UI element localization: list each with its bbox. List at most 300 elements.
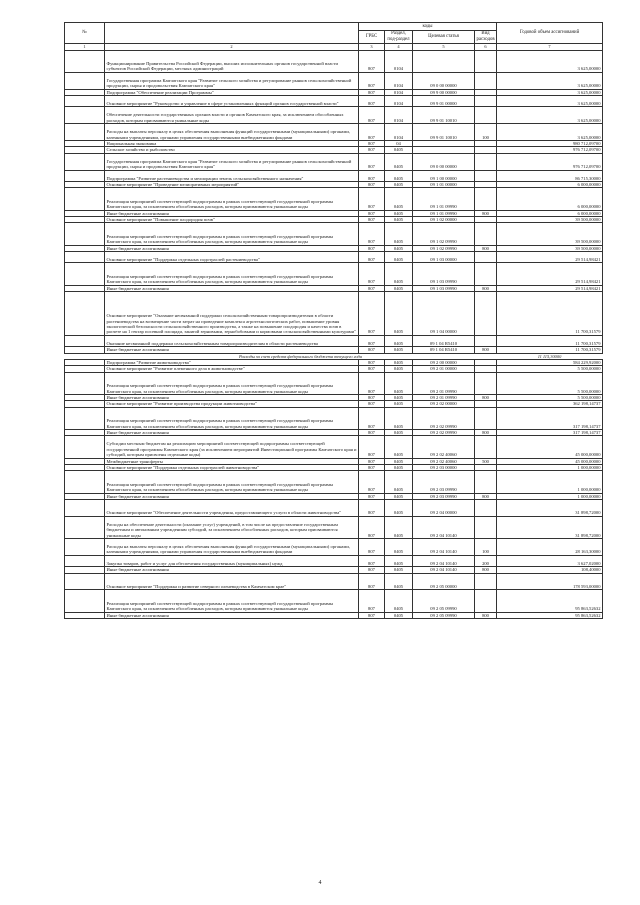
row-index	[65, 170, 105, 181]
row-grbs: 807	[359, 72, 385, 89]
row-target: 09 1 02 09990	[413, 245, 475, 251]
row-exp-type	[475, 436, 497, 458]
row-index	[65, 153, 105, 170]
row-grbs: 807	[359, 573, 385, 590]
row-exp-type: 100	[475, 538, 497, 555]
row-sum: 3 627,02000	[497, 555, 603, 566]
row-section: 0405	[385, 555, 413, 566]
row-name: Реализация мероприятий соответствующей подпрограммы в рамках соответствующей государственной программы Камчатского края, за исключением обособленных расходов, которым присваиваются уникальные коды	[105, 471, 359, 493]
table-row	[65, 95, 603, 106]
row-grbs: 807	[359, 335, 385, 346]
row-sum: 6 000,00000	[497, 181, 603, 187]
row-grbs: 807	[359, 263, 385, 285]
row-grbs: 807	[359, 140, 385, 146]
row-name: Обеспечение деятельности государственных органов власти и органов Камчатского края, за исключением обособленных расходов, которым присваиваются уникальные коды	[105, 107, 359, 124]
row-sum: 95 863,52632	[497, 612, 603, 618]
row-name: Основное мероприятие "Развитие племенного дела в животноводстве"	[105, 366, 359, 372]
row-grbs: 807	[359, 401, 385, 407]
row-grbs: 807	[359, 436, 385, 458]
row-section: 0405	[385, 291, 413, 335]
row-name: Расходы на выплаты персоналу в целях обеспечения выполнения функций государственными (муниципальными) органами, казенными учреждениями, органами управления государственными внебюджетными фондами	[105, 124, 359, 141]
table-row	[65, 499, 603, 516]
row-grbs: 807	[359, 291, 385, 335]
row-name: Иные бюджетные ассигнования	[105, 347, 359, 353]
row-target: 09 2 03 00000	[413, 464, 475, 470]
row-exp-type: 800	[475, 285, 497, 291]
row-section: 0104	[385, 89, 413, 95]
table-row	[65, 335, 603, 346]
row-name: Основное мероприятие "Оказание несвязанной поддержки сельскохозяйственным товаропроизводителям в области растениеводства на возмещение части затрат на проведение комплекса агротехнологических работ, повышение уровня экологической безопасности сельскохозяйственного производства, а также на повышение плодородия и качества почв в расчете на 1 гектар посевной площади, занятой зерновыми, зернобобовыми и кормовыми сельскохозяйственными культурами"	[105, 291, 359, 335]
row-name: Реализация мероприятий соответствующей подпрограммы в рамках соответствующей государственной программы Камчатского края, за исключением обособленных расходов, которым присваиваются уникальные коды	[105, 188, 359, 210]
row-section: 0405	[385, 181, 413, 187]
row-grbs: 807	[359, 89, 385, 95]
row-index	[65, 471, 105, 493]
row-exp-type	[475, 263, 497, 285]
row-target: 09 0 00 00000	[413, 72, 475, 89]
row-sum: 5 500,00000	[497, 366, 603, 372]
row-section: 0405	[385, 471, 413, 493]
row-grbs: 807	[359, 464, 385, 470]
row-target: 09 9 00 00000	[413, 89, 475, 95]
row-target: 09 1 02 00000	[413, 216, 475, 222]
row-exp-type	[475, 573, 497, 590]
colnum: 4	[385, 44, 413, 51]
header-total: Годовой объем ассигнований	[497, 23, 603, 44]
row-target: 09 9 01 10010	[413, 107, 475, 124]
row-section: 0405	[385, 359, 413, 365]
row-grbs: 807	[359, 493, 385, 499]
table-row	[65, 251, 603, 262]
table-row	[65, 124, 603, 141]
row-index	[65, 590, 105, 612]
row-exp-type	[475, 590, 497, 612]
row-section: 0405	[385, 170, 413, 181]
table-row	[65, 107, 603, 124]
row-grbs: 807	[359, 147, 385, 153]
table-row	[65, 170, 603, 181]
colnum: 5	[413, 44, 475, 51]
row-sum: 29 514,98421	[497, 285, 603, 291]
row-target: 09 2 02 09990	[413, 429, 475, 435]
page-number: 4	[318, 880, 322, 886]
row-sum: 6 000,00000	[497, 188, 603, 210]
row-exp-type	[475, 407, 497, 429]
row-exp-type	[475, 95, 497, 106]
row-target: 09 1 02 09990	[413, 223, 475, 245]
row-index	[65, 436, 105, 458]
row-section: 0405	[385, 394, 413, 400]
row-grbs: 807	[359, 285, 385, 291]
table-row	[65, 471, 603, 493]
row-name: Основное мероприятие "Развитие производства продукции животноводства"	[105, 401, 359, 407]
row-name: Реализация мероприятий соответствующей подпрограммы в рамках соответствующей государственной программы Камчатского края, за исключением обособленных расходов, которым присваиваются уникальные коды	[105, 263, 359, 285]
row-target: 09 1 01 09990	[413, 188, 475, 210]
row-sum: 317 198,14737	[497, 429, 603, 435]
row-name: Основное мероприятие "Поддержка отдельных подотраслей растениеводства"	[105, 251, 359, 262]
row-exp-type	[475, 72, 497, 89]
row-exp-type	[475, 223, 497, 245]
note-text: Расходы за счет средств федерального бюджета текущего года	[105, 353, 497, 359]
row-exp-type	[475, 153, 497, 170]
row-index	[65, 407, 105, 429]
row-grbs: 807	[359, 245, 385, 251]
row-section: 0405	[385, 429, 413, 435]
row-name: Реализация мероприятий соответствующей подпрограммы в рамках соответствующей государственной программы Камчатского края, за исключением обособленных расходов, которым присваиваются уникальные коды	[105, 372, 359, 394]
row-grbs: 807	[359, 347, 385, 353]
row-name: Основное мероприятие "Руководство и управление в сфере установленных функций органов государственной власти"	[105, 95, 359, 106]
row-exp-type	[475, 291, 497, 335]
row-name: Иные бюджетные ассигнования	[105, 567, 359, 573]
row-section: 0405	[385, 153, 413, 170]
row-section: 0104	[385, 107, 413, 124]
row-section: 0104	[385, 95, 413, 106]
row-grbs: 807	[359, 407, 385, 429]
row-exp-type: 800	[475, 210, 497, 216]
row-exp-type: 800	[475, 612, 497, 618]
header-codes: коды	[359, 23, 497, 31]
table-row	[65, 372, 603, 394]
row-sum: 980 712,09700	[497, 140, 603, 146]
row-sum: 5 500,00000	[497, 372, 603, 394]
note-sum: 11 115,30000	[497, 353, 603, 359]
header-name	[105, 23, 359, 44]
row-grbs: 807	[359, 366, 385, 372]
row-section: 0405	[385, 567, 413, 573]
row-sum: 976 712,09700	[497, 147, 603, 153]
row-sum: 3 625,00000	[497, 107, 603, 124]
row-index	[65, 72, 105, 89]
row-target: 09 1 00 00000	[413, 170, 475, 181]
row-sum: 11 700,31579	[497, 347, 603, 353]
row-target: 09 2 00 00000	[413, 359, 475, 365]
row-grbs: 807	[359, 458, 385, 464]
table-row	[65, 436, 603, 458]
row-exp-type: 800	[475, 394, 497, 400]
row-sum: 11 700,31579	[497, 335, 603, 346]
row-target: 09 2 03 09990	[413, 493, 475, 499]
table-row	[65, 590, 603, 612]
table-row	[65, 263, 603, 285]
row-grbs: 807	[359, 372, 385, 394]
colnum: 2	[105, 44, 359, 51]
colnum: 6	[475, 44, 497, 51]
row-sum: 29 514,98421	[497, 263, 603, 285]
row-name: Подпрограмма "Обеспечение реализации Программы"	[105, 89, 359, 95]
row-sum: 3 625,00000	[497, 95, 603, 106]
row-name: Основное мероприятие "Поддержка отдельных подотраслей животноводства"	[105, 464, 359, 470]
row-exp-type: 800	[475, 429, 497, 435]
row-target: 09 1 03 09990	[413, 263, 475, 285]
row-target: 09 1 04 R5410	[413, 347, 475, 353]
row-name: Реализация мероприятий соответствующей подпрограммы в рамках соответствующей государственной программы Камчатского края, за исключением обособленных расходов, которым присваиваются уникальные коды	[105, 407, 359, 429]
row-sum: 1 000,00000	[497, 471, 603, 493]
row-name: Субсидии местным бюджетам на реализацию мероприятий соответствующей подпрограммы соответствующей государственной программы Камчатского края (за исключением мероприятий Инвестиционной программы Камчатского края и субсидий, которым присвоены отдельные коды)	[105, 436, 359, 458]
row-name: Основное мероприятие "Поддержка и развитие северного оленеводства в Камчатском крае"	[105, 573, 359, 590]
row-exp-type	[475, 335, 497, 346]
row-name: Оказание несвязанной поддержки сельскохозяйственным товаропроизводителям в области растениеводства	[105, 335, 359, 346]
row-sum: 3 625,00000	[497, 89, 603, 95]
row-target: 09 2 02 40060	[413, 458, 475, 464]
row-sum: 3 625,00000	[497, 50, 603, 72]
row-grbs: 807	[359, 181, 385, 187]
row-exp-type	[475, 516, 497, 538]
row-grbs: 807	[359, 153, 385, 170]
row-exp-type: 100	[475, 124, 497, 141]
row-name: Иные бюджетные ассигнования	[105, 429, 359, 435]
row-name: Национальная экономика	[105, 140, 359, 146]
row-exp-type: 500	[475, 458, 497, 464]
header-grbs: ГРБС	[359, 31, 385, 44]
row-grbs: 807	[359, 210, 385, 216]
table-row	[65, 50, 603, 72]
row-exp-type	[475, 372, 497, 394]
row-section: 0405	[385, 493, 413, 499]
row-name: Иные бюджетные ассигнования	[105, 285, 359, 291]
row-exp-type	[475, 188, 497, 210]
row-name: Иные бюджетные ассигнования	[105, 394, 359, 400]
row-index	[65, 516, 105, 538]
row-index	[65, 223, 105, 245]
row-target: 09 2 04 10140	[413, 538, 475, 555]
table-body	[65, 50, 603, 618]
row-name: Основное мероприятие "Обеспечение деятельности учреждения, предоставляющего услуги в области животноводства"	[105, 499, 359, 516]
row-target: 09 2 05 00000	[413, 573, 475, 590]
row-name: Иные бюджетные ассигнования	[105, 210, 359, 216]
row-target	[413, 50, 475, 72]
row-index	[65, 124, 105, 141]
row-target: 09 9 01 00000	[413, 95, 475, 106]
row-sum: 31 898,72000	[497, 516, 603, 538]
row-grbs: 807	[359, 223, 385, 245]
row-target: 09 2 04 10140	[413, 567, 475, 573]
row-target: 09 2 02 00000	[413, 401, 475, 407]
row-section: 0405	[385, 573, 413, 590]
row-index	[65, 188, 105, 210]
budget-table	[64, 22, 603, 619]
row-index	[65, 107, 105, 124]
row-grbs: 807	[359, 499, 385, 516]
row-sum: 108,40000	[497, 567, 603, 573]
row-section: 0405	[385, 347, 413, 353]
row-section: 0405	[385, 612, 413, 618]
row-section: 04	[385, 140, 413, 146]
row-section: 0405	[385, 436, 413, 458]
row-exp-type	[475, 471, 497, 493]
row-name: Сельское хозяйство и рыболовство	[105, 147, 359, 153]
table-row	[65, 223, 603, 245]
row-sum: 39 500,00000	[497, 223, 603, 245]
row-grbs: 807	[359, 251, 385, 262]
header-target: Целевая статья	[413, 31, 475, 44]
table-row	[65, 612, 603, 618]
header-no: №	[65, 23, 105, 44]
row-index	[65, 538, 105, 555]
row-name: Расходы на обеспечение деятельности (оказание услуг) учреждений, в том числе на предоставление государственным бюджетным и автономным учреждениям субсидий, за исключением обособленных расходов, которым присваиваются уникальные коды	[105, 516, 359, 538]
colnum: 1	[65, 44, 105, 51]
table-row	[65, 188, 603, 210]
table-row	[65, 291, 603, 335]
row-grbs: 807	[359, 538, 385, 555]
row-sum: 5 500,00000	[497, 394, 603, 400]
row-sum: 3 625,00000	[497, 124, 603, 141]
row-target: 09 2 04 00000	[413, 499, 475, 516]
row-sum: 976 712,09700	[497, 153, 603, 170]
row-name: Подпрограмма "Развитие растениеводства и мелиорации земель сельскохозяйственного назначения"	[105, 170, 359, 181]
row-grbs: 807	[359, 429, 385, 435]
row-target: 09 2 01 00000	[413, 366, 475, 372]
row-name: Реализация мероприятий соответствующей подпрограммы в рамках соответствующей государственной программы Камчатского края, за исключением обособленных расходов, которым присваиваются уникальные коды	[105, 590, 359, 612]
row-section: 0405	[385, 458, 413, 464]
row-section: 0405	[385, 216, 413, 222]
row-section: 0405	[385, 407, 413, 429]
row-sum: 39 500,00000	[497, 245, 603, 251]
row-target: 09 2 04 10140	[413, 555, 475, 566]
row-section: 0405	[385, 223, 413, 245]
row-target: 09 1 04 00000	[413, 291, 475, 335]
row-grbs: 807	[359, 188, 385, 210]
table-header	[65, 23, 603, 51]
row-target: 09 2 01 09990	[413, 372, 475, 394]
row-name: Государственная программа Камчатского края "Развитие сельского хозяйства и регулирование рынков сельскохозяйственной продукции, сырья и продовольствия Камчатского края"	[105, 72, 359, 89]
row-target: 09 2 02 09990	[413, 407, 475, 429]
row-grbs: 807	[359, 95, 385, 106]
row-section: 0405	[385, 590, 413, 612]
row-name: Закупка товаров, работ и услуг для обеспечения государственных (муниципальных) нужд	[105, 555, 359, 566]
row-target: 09 0 00 00000	[413, 153, 475, 170]
row-name: Иные бюджетные ассигнования	[105, 245, 359, 251]
row-index	[65, 50, 105, 72]
row-sum: 11 700,31579	[497, 291, 603, 335]
row-grbs: 807	[359, 216, 385, 222]
row-sum: 178 593,00000	[497, 573, 603, 590]
row-target: 09 2 05 09990	[413, 612, 475, 618]
row-section: 0104	[385, 50, 413, 72]
row-section: 0405	[385, 516, 413, 538]
row-target: 09 2 01 09990	[413, 394, 475, 400]
row-exp-type: 200	[475, 555, 497, 566]
row-grbs: 807	[359, 612, 385, 618]
row-target: 09 2 02 40060	[413, 436, 475, 458]
table-row	[65, 407, 603, 429]
row-sum: 362 198,14737	[497, 401, 603, 407]
row-index	[65, 499, 105, 516]
row-exp-type	[475, 107, 497, 124]
row-sum: 1 000,00000	[497, 464, 603, 470]
row-section: 0405	[385, 263, 413, 285]
row-section: 0405	[385, 188, 413, 210]
row-sum: 1 000,00000	[497, 493, 603, 499]
row-index	[65, 573, 105, 590]
colnum: 7	[497, 44, 603, 51]
table-row	[65, 72, 603, 89]
row-section: 0405	[385, 401, 413, 407]
row-section: 0405	[385, 538, 413, 555]
row-section: 0405	[385, 499, 413, 516]
row-grbs: 807	[359, 555, 385, 566]
row-index	[65, 263, 105, 285]
row-grbs: 807	[359, 471, 385, 493]
table-row	[65, 555, 603, 566]
row-exp-type: 800	[475, 493, 497, 499]
table-row	[65, 153, 603, 170]
row-grbs: 807	[359, 107, 385, 124]
row-grbs: 807	[359, 394, 385, 400]
row-section: 0405	[385, 251, 413, 262]
row-sum: 317 198,14737	[497, 407, 603, 429]
header-section: Раздел, под-раздел	[385, 31, 413, 44]
row-exp-type: 800	[475, 567, 497, 573]
row-sum: 86 715,30000	[497, 170, 603, 181]
row-index	[65, 555, 105, 566]
row-grbs: 807	[359, 170, 385, 181]
row-sum: 584 229,92000	[497, 359, 603, 365]
row-section: 0405	[385, 245, 413, 251]
table-row	[65, 573, 603, 590]
row-sum: 6 000,00000	[497, 210, 603, 216]
budget-sheet	[64, 22, 602, 619]
row-exp-type: 800	[475, 245, 497, 251]
row-target: 09 1 01 09990	[413, 210, 475, 216]
row-name: Иные бюджетные ассигнования	[105, 493, 359, 499]
row-sum: 39 500,00000	[497, 216, 603, 222]
colnum: 3	[359, 44, 385, 51]
row-grbs: 807	[359, 124, 385, 141]
row-index	[65, 291, 105, 335]
row-section: 0104	[385, 72, 413, 89]
table-row	[65, 516, 603, 538]
row-exp-type	[475, 170, 497, 181]
row-name: Иные бюджетные ассигнования	[105, 612, 359, 618]
row-target: 09 1 04 R5410	[413, 335, 475, 346]
row-target: 09 2 04 10140	[413, 516, 475, 538]
row-sum: 95 863,52632	[497, 590, 603, 612]
row-name: Функционирование Правительства Российской Федерации, высших исполнительных органов государственной власти субъектов Российской Федерации, местных администраций	[105, 50, 359, 72]
header-exp-type: Вид расходов	[476, 31, 495, 42]
row-name: Подпрограмма "Развитие животноводства"	[105, 359, 359, 365]
row-section: 0104	[385, 124, 413, 141]
row-grbs: 807	[359, 590, 385, 612]
row-section: 0405	[385, 335, 413, 346]
table-row	[65, 538, 603, 555]
row-index	[65, 612, 105, 618]
row-sum: 45 000,00000	[497, 458, 603, 464]
row-index	[65, 251, 105, 262]
row-grbs: 807	[359, 50, 385, 72]
row-name: Основное мероприятие "Проведение мелиоративных мероприятий"	[105, 181, 359, 187]
row-name: Основное мероприятие "Повышение плодородия почв"	[105, 216, 359, 222]
row-target: 09 2 03 09990	[413, 471, 475, 493]
row-exp-type	[475, 251, 497, 262]
row-name: Реализация мероприятий соответствующей подпрограммы в рамках соответствующей государственной программы Камчатского края, за исключением обособленных расходов, которым присваиваются уникальные коды	[105, 223, 359, 245]
row-grbs: 807	[359, 359, 385, 365]
row-sum: 45 000,00000	[497, 436, 603, 458]
row-index	[65, 95, 105, 106]
row-section: 0405	[385, 372, 413, 394]
row-sum: 31 898,72000	[497, 499, 603, 516]
row-target: 09 9 01 10010	[413, 124, 475, 141]
row-index	[65, 372, 105, 394]
row-exp-type	[475, 499, 497, 516]
row-name: Государственная программа Камчатского края "Развитие сельского хозяйства и регулирование рынков сельскохозяйственной продукции, сырья и продовольствия Камчатского края"	[105, 153, 359, 170]
row-sum: 28 163,30000	[497, 538, 603, 555]
row-grbs: 807	[359, 567, 385, 573]
row-target: 09 2 05 09990	[413, 590, 475, 612]
row-target: 09 1 01 00000	[413, 181, 475, 187]
row-exp-type	[475, 50, 497, 72]
row-target: 09 1 03 00000	[413, 251, 475, 262]
row-section: 0405	[385, 366, 413, 372]
row-section: 0405	[385, 210, 413, 216]
